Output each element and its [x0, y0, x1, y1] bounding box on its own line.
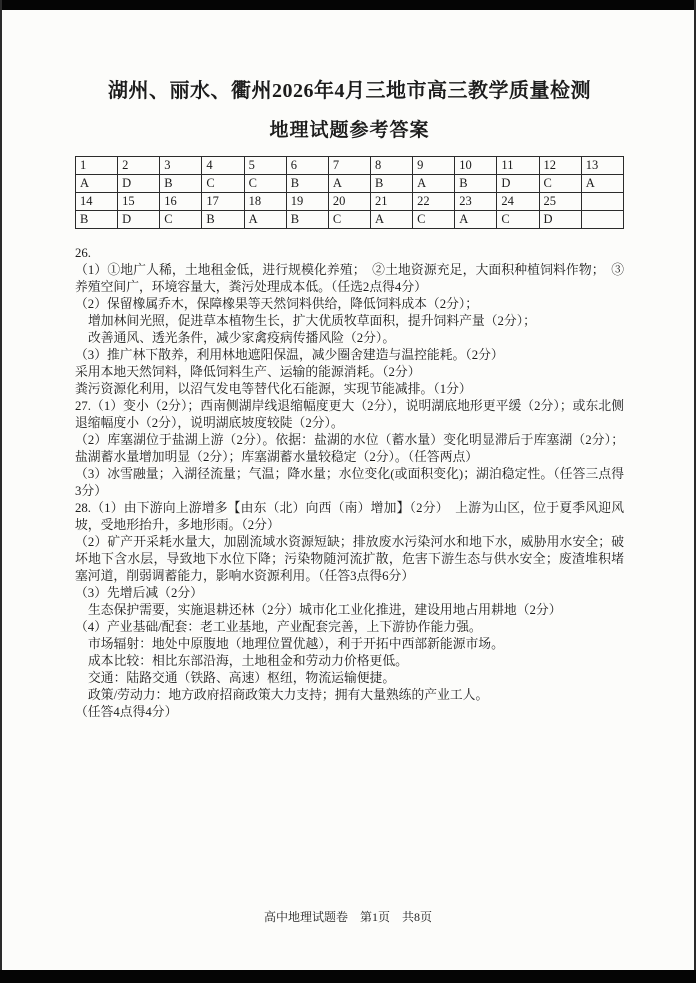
answer-table-cell: B — [370, 175, 412, 193]
answer-paragraph: 26. — [75, 246, 91, 260]
answer-table-cell: 6 — [286, 157, 328, 175]
answer-table-cell: 15 — [118, 193, 160, 211]
scan-edge-left — [0, 0, 2, 983]
answer-table-cell: 23 — [455, 193, 497, 211]
answer-table-cell: 21 — [370, 193, 412, 211]
answer-table-cell: 12 — [539, 157, 581, 175]
answer-table-cell: A — [581, 175, 623, 193]
answer-table-cell: A — [328, 175, 370, 193]
answer-table-cell: B — [455, 175, 497, 193]
scan-edge-top — [0, 0, 696, 10]
answer-table-cell: C — [328, 211, 370, 229]
answer-paragraph: （3）先增后减（2分） — [75, 586, 203, 600]
answer-table-cell: 2 — [118, 157, 160, 175]
answer-table-cell: A — [413, 175, 455, 193]
answer-table-cell: 11 — [497, 157, 539, 175]
answer-table-cell: 25 — [539, 193, 581, 211]
answer-table-cell: C — [497, 211, 539, 229]
answer-table-cell: 18 — [244, 193, 286, 211]
answer-table-cell: 3 — [160, 157, 202, 175]
answer-paragraph: 交通：陆路交通（铁路、高速）枢纽，物流运输便捷。 — [88, 671, 396, 685]
answer-table — [75, 156, 624, 229]
answer-table-cell: A — [455, 211, 497, 229]
answer-paragraph: （4）产业基础/配套：老工业基地，产业配套完善，上下游协作能力强。 — [75, 620, 482, 634]
answer-paragraph: （2）矿产开采耗水量大，加剧流域水资源短缺；排放废水污染河水和地下水，威胁用水安全；破坏地下含水层，导致地下水位下降；污染物随河流扩散，危害下游生态与供水安全；废渣堆积堵塞河道，削弱调蓄能力，影响水资源利用。（任答3点得6分） — [75, 535, 624, 583]
answer-paragraph: （3）冰雪融量；入湖径流量；气温；降水量；水位变化(或面积变化)；湖泊稳定性。（任答三点得3分） — [75, 467, 624, 498]
answer-paragraph: （1）①地广人稀，土地租金低，进行规模化养殖； ②土地资源充足，大面积种植饲料作物； ③养殖空间广，环境容量大，粪污处理成本低。（任选2点得4分） — [75, 263, 624, 294]
answer-table-cell: B — [286, 175, 328, 193]
answer-body — [75, 245, 624, 721]
answer-table-cell: 17 — [202, 193, 244, 211]
answer-table-cell: B — [202, 211, 244, 229]
answer-paragraph: 27.（1）变小（2分）；西南侧湖岸线退缩幅度更大（2分），说明湖底地形更平缓（2分）；或东北侧退缩幅度小（2分），说明湖底坡度较陡（2分）。 — [75, 399, 624, 430]
answer-table-cell: 14 — [76, 193, 118, 211]
answer-table-cell: 5 — [244, 157, 286, 175]
document-subtitle: 地理试题参考答案 — [269, 120, 430, 141]
answer-table-row — [76, 175, 624, 193]
answer-table-body — [76, 157, 624, 229]
answer-paragraph: 改善通风、透光条件，减少家禽疫病传播风险（2分）。 — [88, 331, 396, 345]
answer-table-cell: C — [539, 175, 581, 193]
answer-paragraph: （任答4点得4分） — [75, 705, 178, 719]
answer-table-cell: 9 — [413, 157, 455, 175]
answer-paragraph: 采用本地天然饲料，降低饲料生产、运输的能源消耗。（2分） — [75, 365, 421, 379]
answer-table-row — [76, 157, 624, 175]
answer-table-cell — [581, 193, 623, 211]
answer-paragraph: 政策/劳动力：地方政府招商政策大力支持；拥有大量熟练的产业工人。 — [88, 688, 489, 702]
answer-table-cell: 10 — [455, 157, 497, 175]
answer-table-cell: 24 — [497, 193, 539, 211]
document-title: 湖州、丽水、衢州2026年4月三地市高三教学质量检测 — [108, 80, 591, 102]
answer-table-cell: A — [76, 175, 118, 193]
answer-paragraph: 市场辐射：地处中原腹地（地理位置优越），利于开拓中西部新能源市场。 — [88, 637, 504, 651]
answer-table-cell: D — [497, 175, 539, 193]
scan-edge-bottom — [0, 970, 696, 983]
answer-table-cell: D — [118, 175, 160, 193]
answer-table-cell: C — [160, 211, 202, 229]
answer-table-cell: 13 — [581, 157, 623, 175]
answer-table-cell: 19 — [286, 193, 328, 211]
answer-paragraph: （2）保留橡属乔木，保障橡果等天然饲料供给，降低饲料成本（2分）； — [75, 297, 479, 311]
answer-table-cell — [581, 211, 623, 229]
answer-paragraph: （3）推广林下散养，利用林地遮阳保温，减少圈舍建造与温控能耗。（2分） — [75, 348, 504, 362]
answer-table-cell: 20 — [328, 193, 370, 211]
answer-paragraph: 粪污资源化利用，以沼气发电等替代化石能源，实现节能减排。（1分） — [75, 382, 472, 396]
answer-paragraph: 28.（1）由下游向上游增多【由东（北）向西（南）增加】（2分） 上游为山区，位于夏季风迎风坡，受地形抬升，多地形雨。（2分） — [75, 501, 624, 532]
answer-table-cell: 8 — [370, 157, 412, 175]
answer-table-cell: 4 — [202, 157, 244, 175]
answer-table-cell: C — [202, 175, 244, 193]
answer-table-cell: D — [118, 211, 160, 229]
answer-table-cell: B — [76, 211, 118, 229]
answer-table-cell: B — [286, 211, 328, 229]
answer-paragraph: 生态保护需要，实施退耕还林（2分）城市化工业化推进，建设用地占用耕地（2分） — [88, 603, 562, 617]
answer-paragraph: 成本比较：相比东部沿海，土地租金和劳动力价格更低。 — [88, 654, 408, 668]
answer-table-cell: 22 — [413, 193, 455, 211]
answer-table-cell: A — [244, 211, 286, 229]
answer-table-row — [76, 211, 624, 229]
answer-table-cell: B — [160, 175, 202, 193]
answer-table-cell: 7 — [328, 157, 370, 175]
answer-table-cell: C — [244, 175, 286, 193]
answer-paragraph: 增加林间光照，促进草本植物生长，扩大优质牧草面积，提升饲料产量（2分）； — [88, 314, 536, 328]
page-footer: 高中地理试题卷 第1页 共8页 — [263, 910, 432, 924]
answer-table-cell: C — [413, 211, 455, 229]
answer-table-cell: 16 — [160, 193, 202, 211]
answer-paragraph: （2）库塞湖位于盐湖上游（2分）。依据：盐湖的水位（蓄水量）变化明显滞后于库塞湖（2分）；盐湖蓄水量增加明显（2分）；库塞湖蓄水量较稳定（2分）。（任答两点） — [75, 433, 624, 464]
answer-table-cell: A — [370, 211, 412, 229]
answer-table-cell: D — [539, 211, 581, 229]
answer-table-row — [76, 193, 624, 211]
answer-table-cell: 1 — [76, 157, 118, 175]
document-content — [75, 74, 624, 721]
